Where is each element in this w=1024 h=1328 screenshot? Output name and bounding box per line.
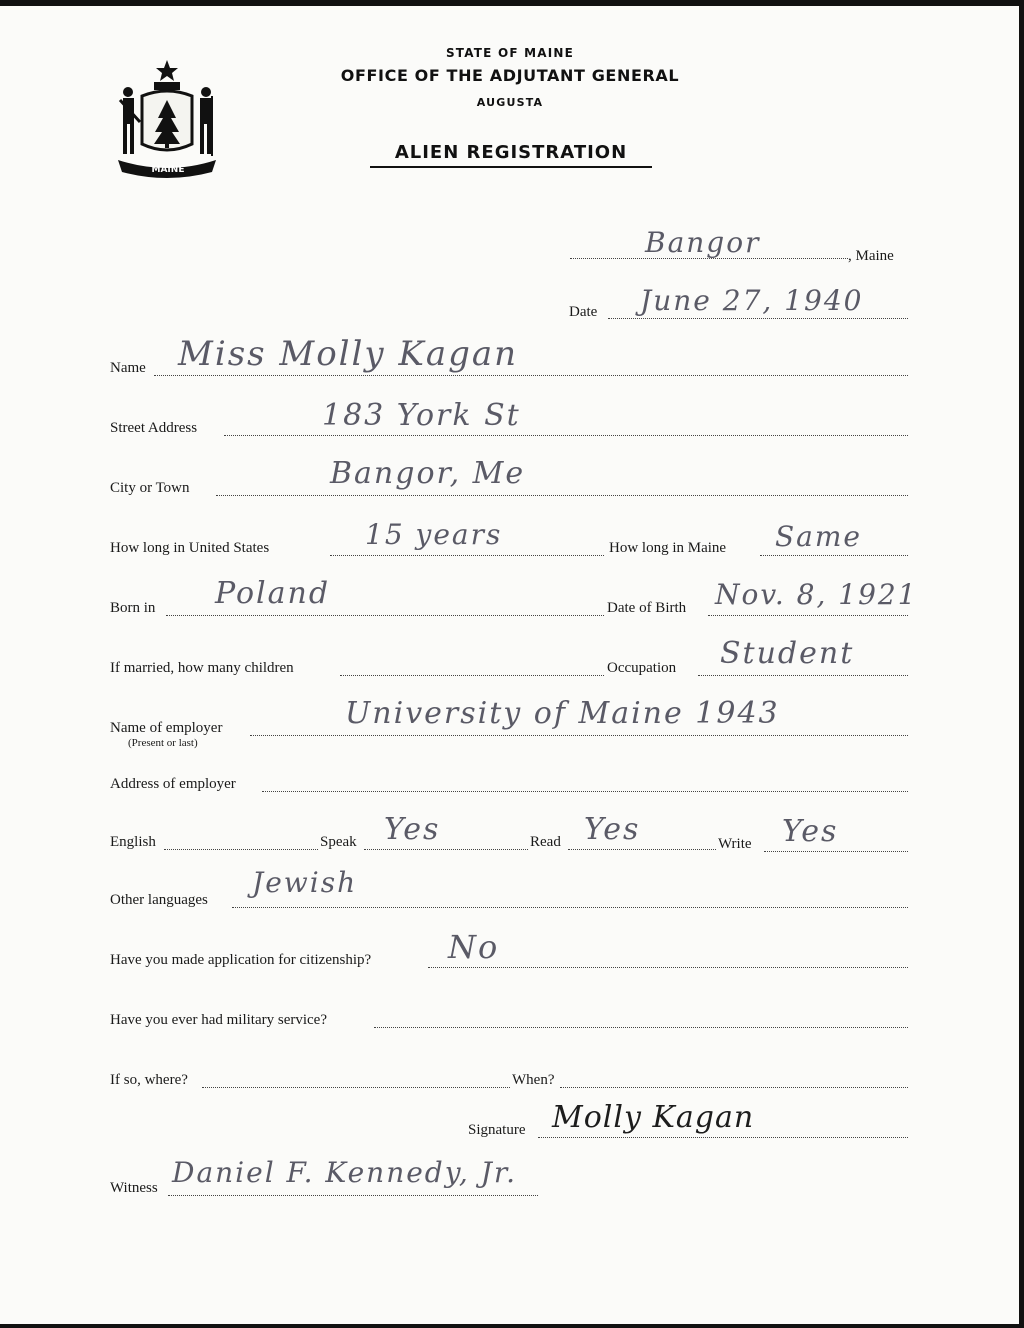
other-languages-line [232, 907, 908, 908]
city-value: Bangor, Me [330, 456, 526, 491]
city-heading: AUGUSTA [476, 96, 544, 109]
witness-label: Witness [110, 1180, 158, 1196]
name-label: Name [110, 360, 146, 376]
state-heading: STATE OF MAINE [445, 46, 575, 60]
citizenship-line [428, 967, 908, 968]
citizenship-label: Have you made application for citizenship? [110, 952, 372, 968]
where-line [202, 1087, 510, 1088]
speak-line [364, 849, 528, 850]
other-languages-value: Jewish [252, 866, 358, 899]
children-label: If married, how many children [110, 660, 294, 676]
how-long-maine-value: Same [775, 520, 862, 553]
maine-label: , Maine [848, 248, 894, 264]
how-long-maine-label: How long in Maine [609, 540, 727, 556]
citizenship-value: No [448, 928, 500, 966]
date-value: June 27, 1940 [640, 284, 864, 317]
employer-line [250, 735, 908, 736]
dob-value: Nov. 8, 1921 [715, 578, 918, 611]
seal-banner-text: MAINE [151, 165, 185, 175]
write-line [764, 851, 908, 852]
other-languages-label: Other languages [110, 892, 208, 908]
dob-label: Date of Birth [607, 600, 687, 616]
how-long-us-line [330, 555, 604, 556]
born-in-line [166, 615, 604, 616]
state-seal-icon [112, 56, 222, 181]
employer-address-label: Address of employer [110, 776, 236, 792]
scan-border [0, 0, 1024, 6]
office-heading: OFFICE OF THE ADJUTANT GENERAL [340, 66, 680, 85]
name-value: Miss Molly Kagan [178, 334, 519, 374]
employer-address-line [262, 791, 908, 792]
how-long-maine-line [760, 555, 908, 556]
street-line [224, 435, 908, 436]
form-title: ALIEN REGISTRATION [370, 142, 652, 168]
english-line [164, 849, 318, 850]
employer-label: Name of employer [110, 720, 223, 736]
street-value: 183 York St [322, 398, 521, 433]
dob-line [708, 615, 908, 616]
signature-line [538, 1137, 908, 1138]
scan-border [0, 1324, 1024, 1328]
occupation-label: Occupation [607, 660, 677, 676]
read-label: Read [530, 834, 561, 850]
read-value: Yes [584, 812, 641, 847]
city-line [216, 495, 908, 496]
witness-value: Daniel F. Kennedy, Jr. [172, 1156, 518, 1189]
scan-border [1019, 0, 1024, 1328]
employer-note: (Present or last) [128, 737, 198, 749]
date-label: Date [569, 304, 598, 320]
employer-value: University of Maine 1943 [345, 696, 780, 731]
city-label: City or Town [110, 480, 190, 496]
street-label: Street Address [110, 420, 198, 436]
how-long-us-label: How long in United States [110, 540, 270, 556]
occupation-line [698, 675, 908, 676]
children-line [340, 675, 604, 676]
date-line [608, 318, 908, 319]
english-label: English [110, 834, 156, 850]
witness-line [168, 1195, 538, 1196]
signature-value: Molly Kagan [552, 1100, 755, 1135]
when-line [560, 1087, 908, 1088]
name-line [154, 375, 908, 376]
speak-value: Yes [384, 812, 441, 847]
place-value: Bangor [645, 226, 761, 259]
read-line [568, 849, 716, 850]
born-in-label: Born in [110, 600, 156, 616]
military-line [374, 1027, 908, 1028]
how-long-us-value: 15 years [365, 518, 503, 551]
speak-label: Speak [320, 834, 357, 850]
write-value: Yes [782, 814, 839, 849]
occupation-value: Student [720, 636, 855, 671]
signature-label: Signature [468, 1122, 526, 1138]
military-label: Have you ever had military service? [110, 1012, 327, 1028]
write-label: Write [718, 836, 752, 852]
when-label: When? [512, 1072, 555, 1088]
born-in-value: Poland [215, 576, 331, 611]
where-label: If so, where? [110, 1072, 188, 1088]
